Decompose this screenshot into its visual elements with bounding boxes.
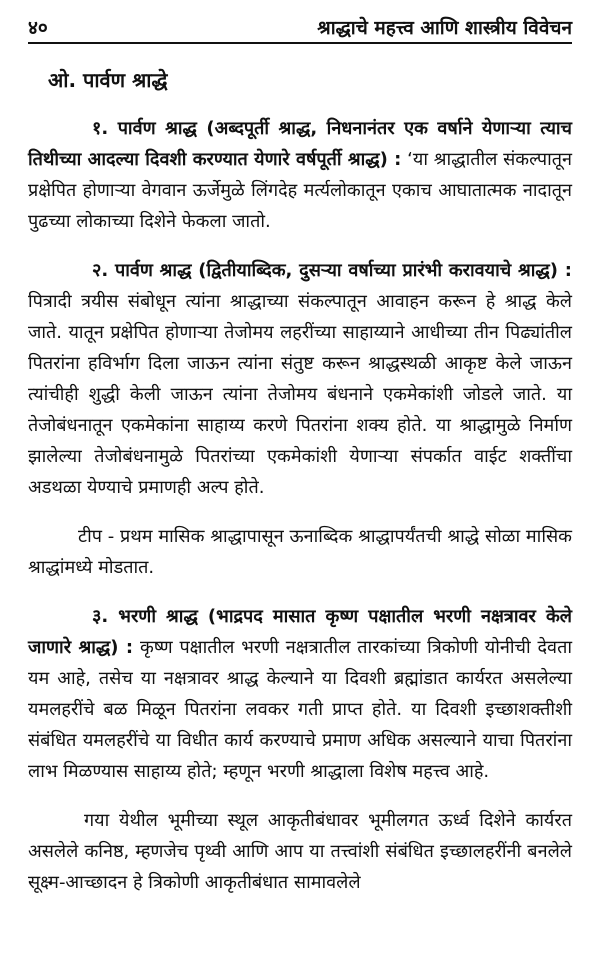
page-header xyxy=(28,10,572,44)
item-1-heading: १. पार्वण श्राद्ध (अब्दपूर्ती श्राद्ध, निधनानंतर एक वर्षाने येणाऱ्या त्याच तिथीच्या आदल्या दिवशी करण्यात येणारे वर्षपूर्ती श्राद्ध) : xyxy=(28,118,572,170)
header-rule xyxy=(28,42,572,44)
page-content xyxy=(28,66,572,916)
page-number: ४० xyxy=(28,17,48,39)
item-3-body: कृष्ण पक्षातील भरणी नक्षत्रातील तारकांच्या त्रिकोणी योनीची देवता यम आहे, तसेच या नक्षत्रावर श्राद्ध केल्याने या दिवशी ब्रह्मांडात कार्यरत असलेल्या यमलहरींचे बळ मिळून पितरांना लवकर गती प्राप्त होते. या दिवशी इच्छाशक्तीशी संबंधित यमलहरींचे या विधीत कार्य करण्याचे प्रमाण अधिक असल्याने याचा पितरांना लाभ मिळण्यास साहाय्य होते; म्हणून भरणी श्राद्धाला विशेष महत्त्व आहे. xyxy=(28,637,572,782)
item-3-heading: ३. भरणी श्राद्ध (भाद्रपद मासात कृष्ण पक्षातील भरणी नक्षत्रावर केले जाणारे श्राद्ध) : xyxy=(28,606,572,658)
item-2-heading: २. पार्वण श्राद्ध (द्वितीयाब्दिक, दुसऱ्या वर्षाच्या प्रारंभी करावयाचे श्राद्ध) : xyxy=(92,260,572,281)
paragraph-item-1 xyxy=(28,113,572,237)
paragraph-item-2 xyxy=(28,255,572,503)
running-title: श्राद्धाचे महत्त्व आणि शास्त्रीय विवेचन xyxy=(317,17,572,39)
item-1-body: ‘या श्राद्धातील संकल्पातून प्रक्षेपित होणाऱ्या वेगवान ऊर्जेमुळे लिंगदेह मर्त्यलोकातून एकाच आघातात्मक नादातून पुढच्या लोकाच्या दिशेने फेकला जातो. xyxy=(28,149,572,232)
paragraph-item-3 xyxy=(28,601,572,787)
section-heading: ओ. पार्वण श्राद्धे xyxy=(48,68,168,92)
note-paragraph: टीप - प्रथम मासिक श्राद्धापासून ऊनाब्दिक श्राद्धापर्यंतची श्राद्धे सोळा मासिक श्राद्धांमध्ये मोडतात. xyxy=(28,526,572,578)
final-paragraph: गया येथील भूमीच्या स्थूल आकृतीबंधावर भूमीलगत ऊर्ध्व दिशेने कार्यरत असलेले कनिष्ठ, म्हणजेच पृथ्वी आणि आप या तत्त्वांशी संबंधित इच्छालहरींनी बनलेले सूक्ष्म-आच्छादन हे त्रिकोणी आकृतीबंधात सामावलेले xyxy=(28,810,572,893)
item-2-body: पित्रादी त्रयीस संबोधून त्यांना श्राद्धाच्या संकल्पातून आवाहन करून हे श्राद्ध केले जाते. यातून प्रक्षेपित होणाऱ्या तेजोमय लहरींच्या साहाय्याने आधीच्या तीन पिढ्यांतील पितरांना हविर्भाग दिला जाऊन त्यांना संतुष्ट करून श्राद्धस्थळी आकृष्ट केले जाऊन त्यांचीही शुद्धी केली जाऊन त्यांना तेजोमय बंधनाने एकमेकांशी जोडले जाते. या तेजोबंधनातून एकमेकांना साहाय्य करणे पितरांना शक्य होते. या श्राद्धामुळे निर्माण झालेल्या तेजोबंधनामुळे पितरांच्या एकमेकांशी येणाऱ्या संपर्कात वाईट शक्तींचा अडथळा येण्याचे प्रमाणही अल्प होते. xyxy=(28,291,572,498)
